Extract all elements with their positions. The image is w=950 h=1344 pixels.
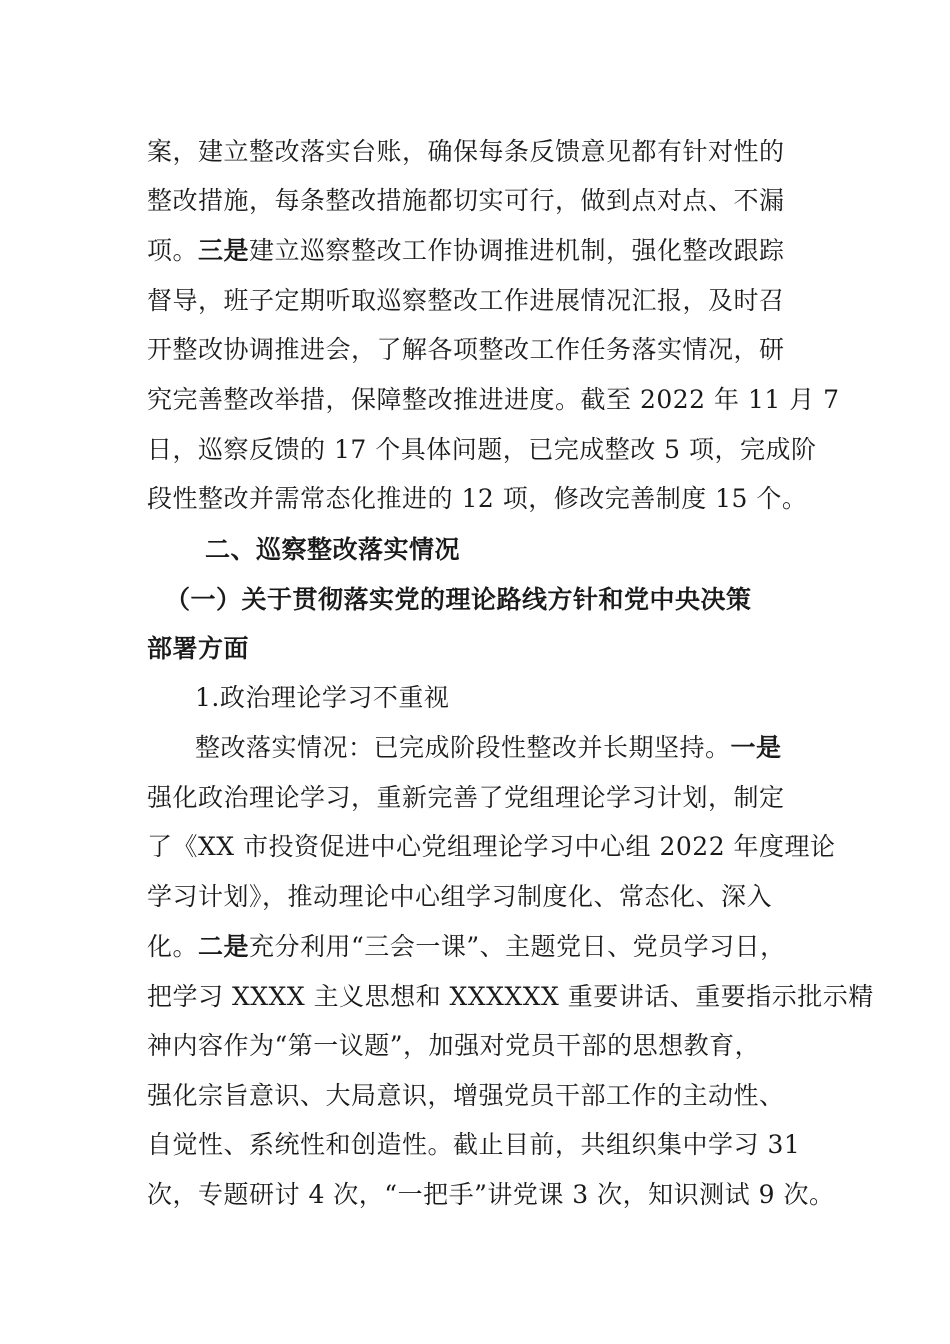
paragraph-line <box>147 236 785 266</box>
paragraph-line: 督导，班子定期听取巡察整改工作进展情况汇报，及时召 <box>147 286 785 315</box>
emphasis-marker: 三是 <box>198 236 250 265</box>
item-title: 1.政治理论学习不重视 <box>195 683 450 712</box>
paragraph-line: 整改措施，每条整改措施都切实可行，做到点对点、不漏 <box>147 186 785 215</box>
paragraph-line: 强化宗旨意识、大局意识，增强党员干部工作的主动性、 <box>147 1081 785 1110</box>
subsection-heading: （一）关于贯彻落实党的理论路线方针和党中央决策 <box>165 585 752 614</box>
paragraph-line: 次，专题研讨 4 次，“一把手”讲党课 3 次，知识测试 9 次。 <box>147 1180 835 1209</box>
section-heading: 二、巡察整改落实情况 <box>205 535 461 564</box>
paragraph-line: 了《XX 市投资促进中心党组理论学习中心组 2022 年度理论 <box>147 832 836 861</box>
paragraph-line: 学习计划》，推动理论中心组学习制度化、常态化、深入 <box>147 882 773 911</box>
paragraph-line: 案，建立整改落实台账，确保每条反馈意见都有针对性的 <box>147 137 785 166</box>
line-prefix: 整改落实情况：已完成阶段性整改并长期坚持。 <box>195 733 731 762</box>
paragraph-line <box>147 932 786 962</box>
paragraph-line: 把学习 XXXX 主义思想和 XXXXXX 重要讲话、重要指示批示精 <box>147 982 874 1011</box>
line-prefix: 化。 <box>147 932 199 961</box>
line-rest: 建立巡察整改工作协调推进机制，强化整改跟踪 <box>249 236 785 265</box>
emphasis-marker: 一是 <box>730 733 782 762</box>
line-rest: 充分利用“三会一课”、主题党日、党员学习日， <box>249 932 786 961</box>
emphasis-marker: 二是 <box>198 932 250 961</box>
paragraph-line: 段性整改并需常态化推进的 12 项，修改完善制度 15 个。 <box>147 484 808 513</box>
subsection-heading-cont: 部署方面 <box>147 634 250 663</box>
paragraph-line: 究完善整改举措，保障整改推进进度。截至 2022 年 11 月 7 <box>147 385 840 414</box>
paragraph-line: 神内容作为“第一议题”，加强对党员干部的思想教育， <box>147 1031 761 1060</box>
paragraph-line: 自觉性、系统性和创造性。截止目前，共组织集中学习 31 <box>147 1130 801 1159</box>
paragraph-line: 开整改协调推进会，了解各项整改工作任务落实情况，研 <box>147 335 785 364</box>
paragraph-line: 日，巡察反馈的 17 个具体问题，已完成整改 5 项，完成阶 <box>147 435 817 464</box>
line-prefix: 项。 <box>147 236 199 265</box>
paragraph-line <box>195 733 782 763</box>
paragraph-line: 强化政治理论学习，重新完善了党组理论学习计划，制定 <box>147 783 785 812</box>
